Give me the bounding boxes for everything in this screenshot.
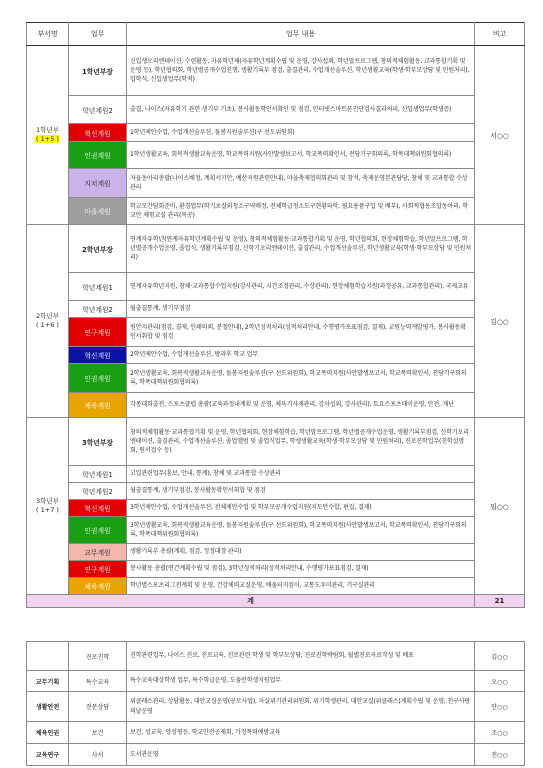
task-cell: 2학년생활교육, 회복적생활교육운영, 돌봄지원술루션(구 선도위원회), 학교폭력지원(사안발생보고서, 학교폭력확인서, 전담기구회의록, 학폭대책위원회협의록)	[127, 364, 475, 393]
table-row	[27, 142, 525, 169]
task-cell: 3학년제안수업, 수업개선술루션, 전체제안수업 및 학부모공개수업지원(지도안수합, 편집, 결재)	[127, 500, 475, 517]
note-cell: 임○○	[475, 418, 525, 595]
role-cell: 연구계원	[69, 561, 127, 578]
role-cell: 혁신계원	[69, 500, 127, 517]
dept-name: 1학년부	[36, 126, 59, 134]
task-cell: 학교모간담회준비, 환경업무(학기초실외청소구역배정, 전체학급청소도구현황파악, 필요용품구입 및 배부), 사회적협동조합동아리, 학교안 체험교실 관리(목공)	[127, 198, 475, 225]
note-cell: 김○○	[475, 642, 525, 671]
dept-cell: 교무기획	[27, 671, 69, 692]
task-cell: 학년별스포츠리그전계획 및 운영, 건강체력교실운영, 배움터지킴이, 교통도우미관리, 기구실관리	[127, 578, 475, 595]
note-cell: 오○○	[475, 671, 525, 692]
task-cell: 보건, 성교육, 양성평등, 학교안전공제회, 가정폭력예방교육	[127, 722, 475, 744]
dept-cell: 생활안전	[27, 692, 69, 722]
role-cell: 학년계원1	[69, 273, 127, 301]
table-row	[27, 96, 525, 124]
task-cell: 연계자유학년지원, 창체·교과통합수업지원(강사관리, 시간조정관리, 수상관리), 현장체험학습지원(과정공유, 교과통합관리), 국제교류	[127, 273, 475, 301]
role-cell: 학년계원1	[69, 466, 127, 483]
header-tasks: 업무 내용	[127, 23, 475, 46]
task-cell: 진학관련업무, 나이스 진로, 진로교육, 진로관련 학생 및 학부모상담, 진로진학박람회, 월별진로자료작성 및 배포	[127, 642, 475, 671]
table-row	[27, 722, 525, 744]
table-row	[27, 671, 525, 692]
role-cell: 혁신계원	[69, 347, 127, 364]
table-row	[27, 483, 525, 500]
duty-table	[26, 22, 525, 608]
role-cell: 혁신계원	[69, 124, 127, 142]
role-cell: 학년계원2	[69, 483, 127, 500]
table-row	[27, 169, 525, 198]
table-row	[27, 692, 525, 722]
total-row	[27, 595, 525, 608]
table-row	[27, 544, 525, 561]
role-cell: 체육계원	[69, 393, 127, 418]
role-cell: 체육계원	[69, 578, 127, 595]
task-cell: 월출결통계, 생기부점검, 봉사활동확인서취합 및 점검	[127, 483, 475, 500]
table-row	[27, 561, 525, 578]
table-row	[27, 642, 525, 671]
task-cell: 도서관운영	[127, 744, 475, 766]
role-cell: 인권계원	[69, 364, 127, 393]
task-cell: 2학년제안수업, 수업개선술루션, 방과후 학교 업무	[127, 347, 475, 364]
role-cell: 3학년부장	[69, 418, 127, 466]
table-row	[27, 578, 525, 595]
task-cell: 3학년생활교육, 회복적생활교육운영, 돌봄지원술루션(구 선도위원회), 학교폭력지원(사안발생보고서, 학교폭력확인서, 전담기구회의록, 학폭대책위원회협의록)	[127, 517, 475, 544]
dept-cell-grade1	[27, 46, 69, 225]
header-role: 업무	[69, 23, 127, 46]
role-cell: 전문상담	[69, 692, 127, 722]
table-row	[27, 418, 525, 466]
table-row	[27, 46, 525, 96]
table-row	[27, 225, 525, 273]
role-cell: 교무계원	[69, 544, 127, 561]
task-cell: 1학년생활교육, 회복적생활교육운영, 학교폭력지원(사안발생보고서, 학교폭력확인서, 전담기구회의록, 학폭대책위원회협의록)	[127, 142, 475, 169]
note-cell: 조○○	[475, 722, 525, 744]
task-cell: 자율동아리총괄(나이스배정, 계획서기안, 예산지원관련안내), 마을축제협의회관리 및 참석, 축제운영본관담당, 창체 및 교과통합 수상 관리	[127, 169, 475, 198]
task-cell: 원안지관리(점검, 결재, 인쇄의뢰, 분철안내), 2학년성적처리(성적처리안내, 수행평가포표점검, 결재), 교원능력개발평가, 봉사활동확인서취합 및 점검	[127, 318, 475, 347]
role-cell: 인권계원	[69, 517, 127, 544]
task-cell: 신입생오리엔테이션, 수련활동, 자유학년제(자유학년계획수립 및 운영, 강사섭외, 학년말프로그램, 창의적체험활동, 교과통합기획 및 운영 등), 학년협의회, 학년별공개수업진행, 생활기록부 점검, 출결관리, 수업개선술루션, 학년생활교육(학생·학부모상담 및 민원처리), 입학식, 신입생업무(학적)	[127, 46, 475, 96]
total-label: 계	[27, 595, 475, 608]
role-cell: 연구계원	[69, 318, 127, 347]
role-cell: 인권계원	[69, 142, 127, 169]
role-cell: 마을계원	[69, 198, 127, 225]
dept-count: ( 1+5 )	[36, 135, 59, 143]
task-cell: 출결, 나이스(자유학기 관련 생기부 기초), 봉사활동학인서확인 및 점검, 인터넷스마트폰진단검사결과처리, 신입생업무(학생증)	[127, 96, 475, 124]
note-cell: 전○○	[475, 744, 525, 766]
table-row	[27, 393, 525, 418]
role-cell: 학년계원2	[69, 301, 127, 318]
dept-cell	[27, 642, 69, 671]
total-value: 21	[475, 595, 525, 608]
dept-cell-grade2	[27, 225, 69, 418]
task-cell: 고입관련업무(홍보, 안내, 통계), 창체 및 교과통합 수상관리	[127, 466, 475, 483]
role-cell: 진로진학	[69, 642, 127, 671]
dept-cell: 교육연구	[27, 744, 69, 766]
task-cell: 월출결통계, 생기부점검	[127, 301, 475, 318]
dept-cell: 체육인권	[27, 722, 69, 744]
role-cell: 학년계원2	[69, 96, 127, 124]
dept-cell-grade3	[27, 418, 69, 595]
table-row	[27, 364, 525, 393]
task-cell: 1학년제안수업, 수업개선술루션, 돌봄지원술루션(구 선도위원회)	[127, 124, 475, 142]
task-cell: 창의적체험활동·교과통합기획 및 운영, 학년협의회, 현장체험학습, 학년말프로그램, 학년별공개수업운영, 생활기록부점검, 신학기오리엔테이션, 출결관리, 수업개선술루션, 졸업앨범 및 졸업식업무, 학생생활교육(학생·학부모상담 및 민원처리), 진로진학업무(진학설명회, 원서접수 등)	[127, 418, 475, 466]
table-row	[27, 744, 525, 766]
table-row	[27, 124, 525, 142]
table-row	[27, 500, 525, 517]
note-cell: 서○○	[475, 46, 525, 225]
role-cell: 지치계원	[69, 169, 127, 198]
role-cell: 1학년부장	[69, 46, 127, 96]
table-row	[27, 347, 525, 364]
task-cell: 특수교육대상학생 업무, 특수학급운영, 도움반학생지원업무	[127, 671, 475, 692]
table-row	[27, 301, 525, 318]
note-cell: 김○○	[475, 225, 525, 418]
table-row	[27, 198, 525, 225]
table-row	[27, 273, 525, 301]
task-cell: 봉사활동 총괄(연간계획수립 및 점검), 3학년성적처리(성적처리안내, 수행평가포표점검, 결재)	[127, 561, 475, 578]
dept-count: ( 1+6 )	[36, 321, 59, 329]
task-cell: 생활기록부 총괄(계획, 점검, 정정대장 관리)	[127, 544, 475, 561]
role-cell: 특수교육	[69, 671, 127, 692]
header-note: 비고	[475, 23, 525, 46]
note-cell: 안○○	[475, 692, 525, 722]
dept-count: ( 1+7 )	[36, 506, 59, 514]
task-cell: 각종대회출전, 스포츠클럽 총괄(교육과정내계획 및 운영, 체육기자재관리, 강사섭외, 강사관리), 토요스포츠데이운영, 안전, 재난	[127, 393, 475, 418]
table-row	[27, 318, 525, 347]
role-cell: 2학년부장	[69, 225, 127, 273]
task-cell: 연계자유학년(연계자유학년계획수립 및 운영), 창의적체험활동·교과통합기획 및 운영, 학년협의회, 현장체험학습, 학년말프로그램, 학년별공개수업운영, 졸업식, 생활기록부점검, 신학기오리엔테이션, 출결관리, 수업개선술루션, 학년생활교육(학생·학부모상담 및 민원처리)	[127, 225, 475, 273]
other-duty-table	[26, 641, 525, 766]
task-cell: 위클래스관리, 상담활동, 대안교실운영(공모사업), 자살위기관리위원회, 위기학생관리, 대안교실(위클래스)계획수립 및 운영, 친구사랑의날운영	[127, 692, 475, 722]
role-cell: 보건	[69, 722, 127, 744]
dept-name: 2학년부	[36, 312, 59, 320]
role-cell: 사서	[69, 744, 127, 766]
table-row	[27, 517, 525, 544]
table-row	[27, 466, 525, 483]
header-dept: 부서명	[27, 23, 69, 46]
dept-name: 3학년부	[36, 497, 59, 505]
table-header	[27, 23, 525, 46]
